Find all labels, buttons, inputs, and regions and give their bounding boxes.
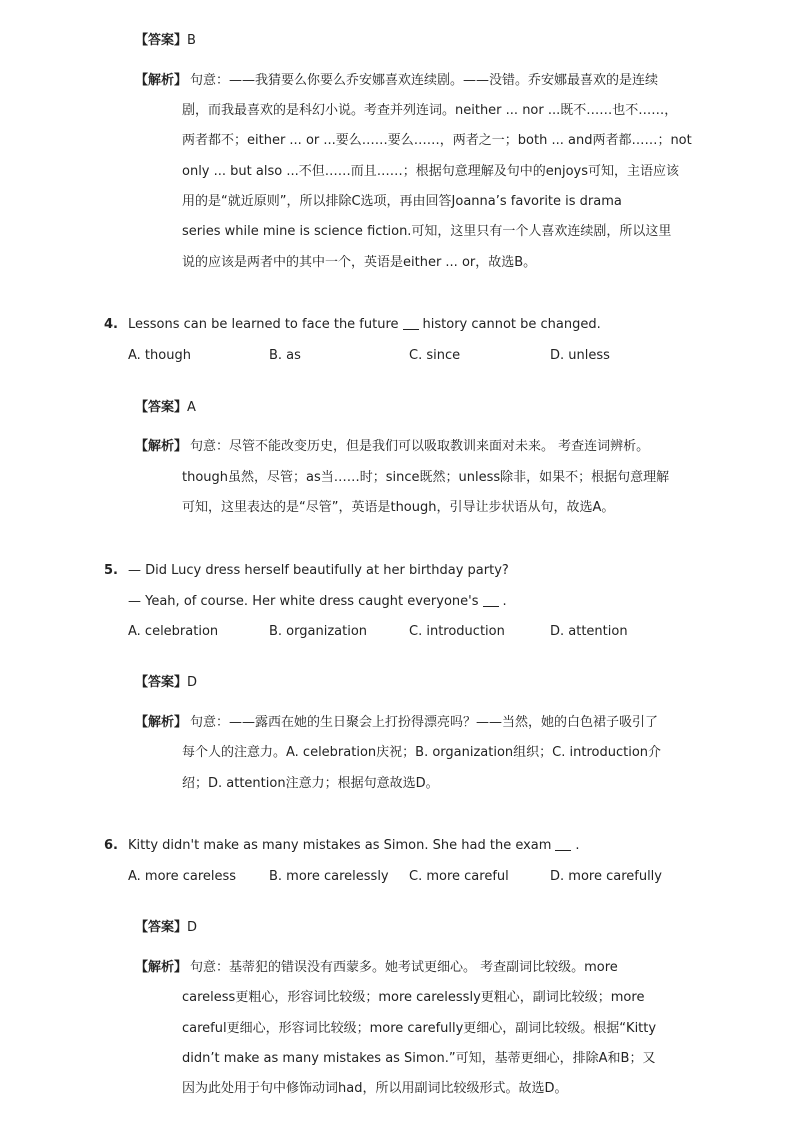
q5-explanation-line: 每个人的注意力。A. celebration庆祝；B. organization组织；C. introduction介 — [182, 745, 662, 760]
stem-text: Lessons can be learned to face the future — [128, 317, 399, 332]
answer-value: D — [187, 675, 198, 690]
question-stem — [128, 838, 580, 853]
stem-text: — Yeah, of course. Her white dress caught everyone's — [128, 594, 479, 609]
q6-explanation-label: 【解析】 — [135, 960, 188, 975]
q4-answer — [135, 396, 196, 415]
q3-answer — [135, 29, 196, 48]
option-a: A. celebration — [128, 624, 219, 639]
question-stem: — Did Lucy dress herself beautifully at her birthday party? — [128, 563, 509, 578]
answer-blank — [483, 606, 499, 607]
option-a: A. more careless — [128, 869, 237, 884]
q6-explanation-line: 因为此处用于句中修饰动词had，所以用副词比较级形式。故选D。 — [182, 1081, 568, 1096]
answer-blank — [555, 850, 571, 851]
option-c: C. more careful — [409, 869, 509, 884]
question-stem — [128, 317, 601, 332]
q3-explanation-line: 剧，而我最喜欢的是科幻小说。考查并列连词。neither ... nor ...既不……也不……， — [182, 103, 678, 118]
stem-text: . — [502, 594, 507, 609]
stem-text: . — [575, 838, 580, 853]
option-b: B. as — [269, 348, 301, 363]
q3-explanation-line: series while mine is science fiction.可知，这里只有一个人喜欢连续剧，所以这里 — [182, 224, 672, 239]
q6-explanation-line: careless更粗心，形容词比较级；more carelessly更粗心，副词比较级；more — [182, 990, 645, 1005]
question-number: 4. — [104, 317, 118, 332]
q3-explanation-line: only ... but also ...不但……而且……；根据句意理解及句中的enjoys可知，主语应该 — [182, 164, 679, 179]
answer-blank — [403, 329, 419, 330]
option-d: D. unless — [550, 348, 610, 363]
answer-value: D — [187, 920, 198, 935]
answer-label: 【答案】 — [135, 400, 188, 415]
q4-explanation-label: 【解析】 — [135, 439, 188, 454]
answer-label: 【答案】 — [135, 33, 188, 48]
q6-explanation-line: careful更细心，形容词比较级；more carefully更细心，副词比较级。根据“Kitty — [182, 1021, 657, 1036]
q3-explanation-line: 句意：——我猜要么你要么乔安娜喜欢连续剧。——没错。乔安娜最喜欢的是连续 — [190, 73, 659, 88]
option-b: B. organization — [269, 624, 368, 639]
question-stem — [128, 594, 507, 609]
q4-explanation-line: 可知，这里表达的是“尽管”，英语是though，引导让步状语从句，故选A。 — [182, 500, 615, 515]
answer-value: A — [187, 400, 196, 415]
option-d: D. attention — [550, 624, 628, 639]
q3-explanation-line: 用的是“就近原则”，所以排除C选项，再由回答Joanna’s favorite is drama — [182, 194, 622, 209]
question-number: 5. — [104, 563, 118, 578]
q5-explanation-line: 绍；D. attention注意力；根据句意故选D。 — [182, 776, 439, 791]
q3-explanation-label: 【解析】 — [135, 73, 188, 88]
option-c: C. introduction — [409, 624, 505, 639]
option-d: D. more carefully — [550, 869, 662, 884]
q6-explanation-line: didn’t make as many mistakes as Simon.”可知，基蒂更细心，排除A和B；又 — [182, 1051, 656, 1066]
q5-answer — [135, 671, 197, 690]
question-number: 6. — [104, 838, 118, 853]
option-a: A. though — [128, 348, 191, 363]
stem-text: Kitty didn't make as many mistakes as Simon. She had the exam — [128, 838, 552, 853]
answer-label: 【答案】 — [135, 920, 188, 935]
q4-explanation-line: though虽然，尽管；as当……时；since既然；unless除非，如果不；根据句意理解 — [182, 470, 670, 485]
answer-value: B — [187, 33, 196, 48]
q6-explanation-line: 句意：基蒂犯的错误没有西蒙多。她考试更细心。 考查副词比较级。more — [190, 960, 618, 975]
option-c: C. since — [409, 348, 461, 363]
q3-explanation-line: 说的应该是两者中的其中一个，英语是either ... or，故选B。 — [182, 255, 537, 270]
answer-label: 【答案】 — [135, 675, 188, 690]
q3-explanation-line: 两者都不；either ... or ...要么……要么……，两者之一；both ... and两者都……；not — [182, 133, 692, 148]
q5-explanation-line: 句意：——露西在她的生日聚会上打扮得漂亮吗？——当然，她的白色裙子吸引了 — [190, 715, 659, 730]
option-b: B. more carelessly — [269, 869, 389, 884]
q5-explanation-label: 【解析】 — [135, 715, 188, 730]
stem-text: history cannot be changed. — [422, 317, 601, 332]
q4-explanation-line: 句意：尽管不能改变历史，但是我们可以吸取教训来面对未来。 考查连词辨析。 — [190, 439, 650, 454]
q6-answer — [135, 916, 197, 935]
